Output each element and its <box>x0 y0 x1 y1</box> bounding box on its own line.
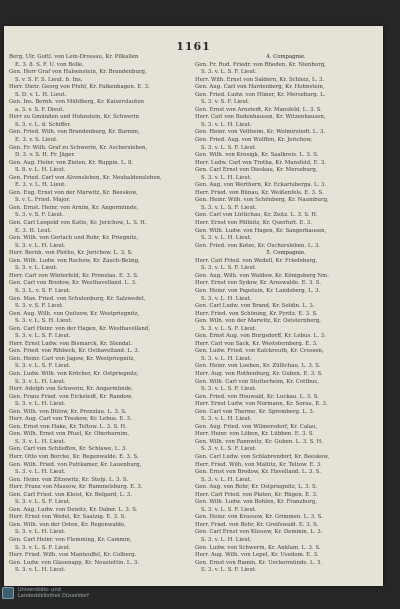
text-line: Gen. Carl von Lüttichau, Kr. Zeitz. L. 3. S. H. <box>195 212 318 219</box>
section-heading: 4. Compagnie. <box>266 54 306 60</box>
text-line: Herr. Ernst von Pöllnitz, Kr. Querfurt. E. 3. <box>195 220 312 227</box>
text-line: Gen. Wilh. Ernst von Pfuel, Kr. Oberbarnim, <box>9 431 130 438</box>
text-line: Herr. Fried. von Behr, Kr. Greifswald. E. 3. S. <box>195 521 319 528</box>
text-line: S. v. S. F. S. Lieut. b. Ins. <box>15 76 83 83</box>
text-line: Gen. Wilh. von Bülow, Kr. Prenzlau. L. 3. S. <box>9 408 127 415</box>
text-line: Herr. Carl Fried. von Wedell, Kr. Friedeberg, <box>195 257 318 264</box>
text-line: Gen. Carl Ernst von Küssow, Kr. Demmin, L. 3. <box>195 529 323 536</box>
text-line: Gen. Aug. von Werthern, Kr. Eckartsberga. L. 3. <box>195 182 327 189</box>
library-logo-icon <box>2 587 14 599</box>
text-line: S. 3. v. L. H. Lieut. <box>201 355 252 362</box>
text-line: Gen. Ludw. Wilh. von Kröcher, Kr. Ostpriegnitz, <box>9 370 139 377</box>
text-line: Herr. Ernst Ludw. von Bismarck, Kr. Stendal. <box>9 340 133 347</box>
text-line: Gen. Aug. Wilh. von Waldow, Kr. Königsberg Nm. <box>195 272 329 279</box>
text-line: Gen. Ernst von Hake, Kr. Teltow. L. 3. S. H. <box>9 423 127 430</box>
text-line: S. 3. v. L. S. F. Lieut. <box>201 325 257 332</box>
text-line: Gen. Ernst von Arnstedt, Kr. Mansfeld, L. 3. S. <box>195 106 322 113</box>
text-line: Gen. Franz Fried. von Eickstedt, Kr. Randow, <box>9 393 133 400</box>
text-line: Gen. Eug. Ernst von der Marwitz, Kr. Beeskow, <box>9 189 138 196</box>
text-line: Gen. Fried. Aug. von Wulffen, Kr. Jerichow, <box>195 137 313 144</box>
text-line: Gen. Ernst. Heinr. von Arnim, Kr. Angermünde, <box>9 204 139 211</box>
text-line: Gen. Aug. Heinr. von Zieten, Kr. Ruppin. L. 8. <box>9 159 134 166</box>
text-line: Gen. Aug. Fried. von Wilmersdorf, Kr. Calau, <box>195 423 318 430</box>
text-line: S. 3. v. L. H. Lieut. <box>201 174 252 181</box>
text-line: S. 3. v. L. H. Lieut. <box>15 242 66 249</box>
text-line: Gen. Fried. Wilh. von Brandenburg, Kr. Barnim, <box>9 129 140 136</box>
text-line: Gen. Carl von Bredow, Kr. Westhavelland. L. 3. <box>9 280 137 287</box>
text-line: S. 3. v. L. H. Lieut. <box>201 295 252 302</box>
text-line: Gen. Fr. Rud. Friedr. von Rheden, Kr. Nienburg, <box>195 61 326 68</box>
text-line: Herr. Aug. Wilh. von Lepel, Kr. Usedom. E. 3. <box>195 552 319 559</box>
text-line: Gen. Carl Leopold von Katte, Kr. Jerichow, L. S. H. <box>9 220 147 227</box>
text-line: S. 3. L. v. S. F. Lieut. <box>15 287 71 294</box>
text-line: S. 3. v. L. H. Lieut. <box>201 476 252 483</box>
text-line: Gen. Wilh. Fried. von Puttkamer, Kr. Lauenburg, <box>9 461 142 468</box>
text-line: S. 3. v. L. H. Lieut. <box>201 416 252 423</box>
text-line: S. 3. v. L. H. Lieut. <box>15 529 66 536</box>
text-line: Gen. Heinr. von Veltheim, Kr. Wolmirstedt. L. 3. <box>195 129 326 136</box>
text-line: S. 3. v. L. S. F. Lieut. <box>201 386 257 393</box>
text-line: Gen. Ernst von Ramin, Kr. Ueckermünde. L. 3. <box>195 559 323 566</box>
text-line: S. 3. v. L. S. F. Lieut. <box>15 499 71 506</box>
text-line: S. 8. v. L. H. Lieut. <box>15 167 66 174</box>
text-line: S. 3. v. L. H. Lieut. <box>201 537 252 543</box>
text-line: Gen. Carl von Thermo, Kr. Spremberg. L. 3. <box>195 408 315 415</box>
text-line: Gen. Wilh. von Krosigk, Kr. Saalkreis. L. 3. S. <box>195 152 319 159</box>
text-line: S. v. L. Fried. Major. <box>15 197 71 204</box>
text-line: Gen. Wilh. Ludw. von Rochow, Kr. Zauch-Belzig, <box>9 257 140 264</box>
text-line: Herr. Ludw. Carl von Trotha, Kr. Mansfeld, E. 3. <box>195 159 327 166</box>
text-line: Gen. Wilh. Ludw. von Bohlen, Kr. Franzburg, <box>195 499 318 506</box>
text-line: Herr. Aug. von Rothenburg, Kr. Guben. E. 3. S. <box>195 370 323 377</box>
text-line: Gen. Heinr. von Loeben, Kr. Züllichau. L. 3. S. <box>195 363 321 370</box>
text-line: S. 3. v. L. H. Lieut. <box>15 469 66 476</box>
text-line: Gen. Ludw. von Schwerin, Kr. Anklam. L. 3. S. <box>195 544 321 551</box>
text-line: Berg, Ulr. Gottl. von Lein-Drossau, Kr. Pilkallen <box>9 54 139 60</box>
text-line: Gen. Aug. Carl von Hardenberg, Kr. Hohnstein, <box>195 84 325 91</box>
text-line: Gen. Wilh. von Gerlach und Rohr, Kr. Priegnitz, <box>9 235 139 242</box>
text-line: S. 3. v. S. F. Lieut. <box>201 99 250 106</box>
text-line: Gen. Ernst von Bredow, Kr. Havelland. L. 3. S. <box>195 469 322 476</box>
page-number: 1161 <box>176 40 211 53</box>
text-line: Gen. Fried. von Houwald, Kr. Luckau. L. 3. S. <box>195 393 319 400</box>
text-line: Gen. Fr. Wilh. Graf zu Schwerin, Kr. Aschersleben, <box>9 144 148 151</box>
text-line: S. 3. v. L. H. Lieut. <box>201 121 252 128</box>
text-line: Herr. Carl Fried. von Platen, Kr. Rügen. E. 3. <box>195 491 318 498</box>
text-line: S. 3. v. L. S. F. Lieut. <box>201 69 257 76</box>
text-line: Gen. Heinr. von Krassow, Kr. Grimmen. L. 3. S. <box>195 514 323 521</box>
text-line: E. 3. H. Leut. <box>15 227 52 234</box>
text-line: Gen. Carl Heinr. von der Hagen, Kr. Westhavelland, <box>9 325 150 332</box>
text-line: S. 3. v. L. H. Lieut. <box>15 438 66 445</box>
text-line: Gen. Wilh. von Pannwitz, Kr. Guben. L. 3. S. H. <box>195 438 323 445</box>
text-line: Gen. Wilh. Carl von Stutterheim, Kr. Cottbus, <box>195 378 319 385</box>
right-column <box>195 54 377 584</box>
text-line: Gen. Wilh. Ludw. von Hagen, Kr. Sangerhausen, <box>195 227 327 234</box>
text-line: Gen. Carl Ludw. von Brand, Kr. Soldin. L. 3. <box>195 303 315 310</box>
watermark-line-2: Landesbibliothek Düsseldorf <box>18 593 89 599</box>
text-line: S. 3. v. L. S. F. Lieut. <box>201 204 257 211</box>
text-line: Herr. Ernst von Sydow, Kr. Arnswalde. E. 3. S. <box>195 280 322 287</box>
scanned-page <box>4 26 383 586</box>
text-line: S. 3. v. L. S. H. Lieut. <box>15 318 73 325</box>
text-line: Gen. Herr Graf von Halsenstein, Kr. Brandenburg, <box>9 69 147 76</box>
text-line: Gen. Heinr. von Papstein, Kr. Landsberg, L. 3. <box>195 287 321 294</box>
text-line: Gen. Ins. Bernh. von Mühlberg, Kr. Kaiserslauten <box>9 99 144 106</box>
text-line: Gen. Wilh. von der Marwitz, Kr. Oststernberg, <box>195 318 322 325</box>
text-line: Herr zu Gmünden und Hohnstein, Kr. Schwerin <box>9 114 139 121</box>
text-line: Gen. Aug. von Rohr, Kr. Ostpriegnitz, L. 3. S. <box>195 484 318 491</box>
text-line: S. 3. v. L. S. F. Lieut. <box>201 567 257 574</box>
text-line: Gen. Carl Ernst von Dieskau, Kr. Merseburg, <box>195 167 318 174</box>
text-line: D. 3. v. S. H. Fr. Jäger. <box>15 152 76 159</box>
text-line: S. 3. v. L. S. F. Lieut. <box>15 363 71 370</box>
text-line: S. 3. v. L. d. Schiffer. <box>15 121 72 128</box>
text-line: S. 3. v. L. H. Lieut. <box>15 401 66 408</box>
text-line: Gen. Carl von Schlieffen, Kr. Schlawe, L. 3. <box>9 446 127 453</box>
text-line: Gen. Fried. von Kotze, Kr. Oschersleben. L. 3. <box>195 242 320 249</box>
text-line: Gen. Carl Heinr. von Flemming, Kr. Cammin, <box>9 537 132 543</box>
text-line: S. 3. v. L. S. F. Lieut. <box>15 544 71 551</box>
text-line: Herr. Dietr. Georg von Pfuhl, Kr. Falkenhagen. E. 3. <box>9 84 150 91</box>
text-line: S. 3. v. L. S. F. Lieut. <box>201 506 257 513</box>
text-line: Herr. Wilh. Ernst von Saldern, Kr. Schleiz, L. 3. <box>195 76 325 83</box>
text-line: Gen. Carl Ludw. von Schlabrendorf, Kr. Beeskow, <box>195 453 330 460</box>
text-line: Gen. Carl Fried. von Kleist, Kr. Belgard, L. 3. <box>9 491 132 498</box>
text-line: Herr. Fried. Wilh. von Manteuffel, Kr. Colberg. <box>9 552 137 559</box>
text-line: S. 3. v. S. F. Lieut. <box>15 212 64 219</box>
section-heading: 5. Compagnie. <box>266 250 306 257</box>
text-line: Gen. Max. Fried. von Schulenburg, Kr. Salzwedel, <box>9 295 146 302</box>
text-line: Gen. Aug. Wilh. von Quitzow, Kr. Westpriegnitz, <box>9 310 140 317</box>
text-line: S. 3. v. L. S. F. Lieut. <box>201 144 257 151</box>
watermark-text <box>18 587 89 599</box>
text-line: Herr. Fried. Wilh. von Maltitz, Kr. Teltow. E. 3. <box>195 461 322 468</box>
text-line: a. 3. v. S. F. Dieut. <box>15 106 65 113</box>
text-line: Herr. Bernh. von Plotho, Kr. Jerichow. L. 3. S. <box>9 250 133 257</box>
text-line: S. 3. v. L. H. Lieut. <box>15 378 66 385</box>
text-line: E. 3. v. L. H. Lieut. <box>15 182 67 189</box>
text-line: Herr. Carl von Bodenhausen, Kr. Witzenhausen, <box>195 114 326 121</box>
text-line: E. 3. 8. S. F. U. von Bolle. <box>15 61 84 68</box>
text-line: Herr. Fried. von Bünau, Kr. Weißenfels. E. 3. S. <box>195 189 324 196</box>
text-line: Herr. Carl von Winterfeld, Kr. Prenzlau. E. 3. S. <box>9 272 139 279</box>
text-line: Herr. Heinr. von Löben, Kr. Lübben. E. 3. S. <box>195 431 315 438</box>
library-watermark <box>2 587 89 599</box>
left-column <box>9 54 191 584</box>
text-line: S. 3. v. L. Lieut. <box>15 265 58 272</box>
text-line: Herr. Franz von Massow, Kr. Rummelsburg. E. 3. <box>9 484 143 491</box>
text-line: Gen. Heinr. Carl von Jagow, Kr. Westpriegnitz, <box>9 355 136 362</box>
text-line: Herr. Fried. von Schöning, Kr. Pyritz. E. 3. S. <box>195 310 318 317</box>
text-line: S. 3. v. L. H. Lieut. <box>15 567 66 574</box>
text-line: Gen. Fried. Ludw. von Hüner, Kr. Merseburg. L. <box>195 91 326 98</box>
text-line: S. 3. v. L. S. F. Lieut. <box>15 333 71 340</box>
text-line: S. D. v. L. H. Lieut. <box>15 91 67 98</box>
text-line: Herr. Ernst von Wedel, Kr. Saatzig. E. 3. S. <box>9 514 126 521</box>
text-line: S. 3. v. L. S. F. Lieut. <box>201 265 257 272</box>
text-line: Herr. Aug. Carl von Treskow, Kr. Lebus. E. 3. <box>9 416 132 423</box>
text-line: Gen. Wilh. von der Osten, Kr. Regenwalde, <box>9 521 126 528</box>
text-line: S. 3. v. L. H. Lieut. <box>201 235 252 242</box>
text-line: Herr. Otto von Borcke, Kr. Regenwalde. E. 3. S. <box>9 453 139 460</box>
text-line: Herr. Carl von Sack, Kr. Weststernberg. E. 3. <box>195 340 318 347</box>
text-line: S. 3. v. S. F. Lieut. <box>15 303 64 310</box>
text-line: Gen. Ludw. Fried. von Kalckreuth, Kr. Crossen, <box>195 348 324 355</box>
text-line: Gen. Aug. Ludw. von Dewitz, Kr. Daber. L. 3. S. <box>9 506 138 513</box>
text-line: Gen. Ernst Aug. von Burgsdorff, Kr. Lebus. L. 3. <box>195 333 326 340</box>
text-line: Gen. Heinr. Wilh. von Schönberg, Kr. Naumburg, <box>195 197 329 204</box>
text-line: Herr. Adolph von Schwerin, Kr. Angermünde. <box>9 386 133 393</box>
text-line: Gen. Ludw. von Glasenapp, Kr. Neustettin. L. 3. <box>9 559 140 566</box>
text-line: Gen. Fried. Carl von Alvensleben, Kr. Neuhaldensleben, <box>9 174 162 181</box>
watermark-line-1: Universitäts- und <box>18 587 61 593</box>
text-line: E. 3. v. S. Lieut. <box>15 137 58 144</box>
text-line: Herr. Ernst Ludw. von Normann, Kr. Sorau, E. 3. <box>195 401 328 408</box>
text-line: Gen. Fried. von Ribbeck, Kr. Osthavelland. L. 3. <box>9 348 140 355</box>
text-line: Gen. Heinr. von Zitzewitz, Kr. Stolp. L. 3. S. <box>9 476 129 483</box>
text-line: S. 3. v. L. S. F. Lieut. <box>201 446 257 453</box>
